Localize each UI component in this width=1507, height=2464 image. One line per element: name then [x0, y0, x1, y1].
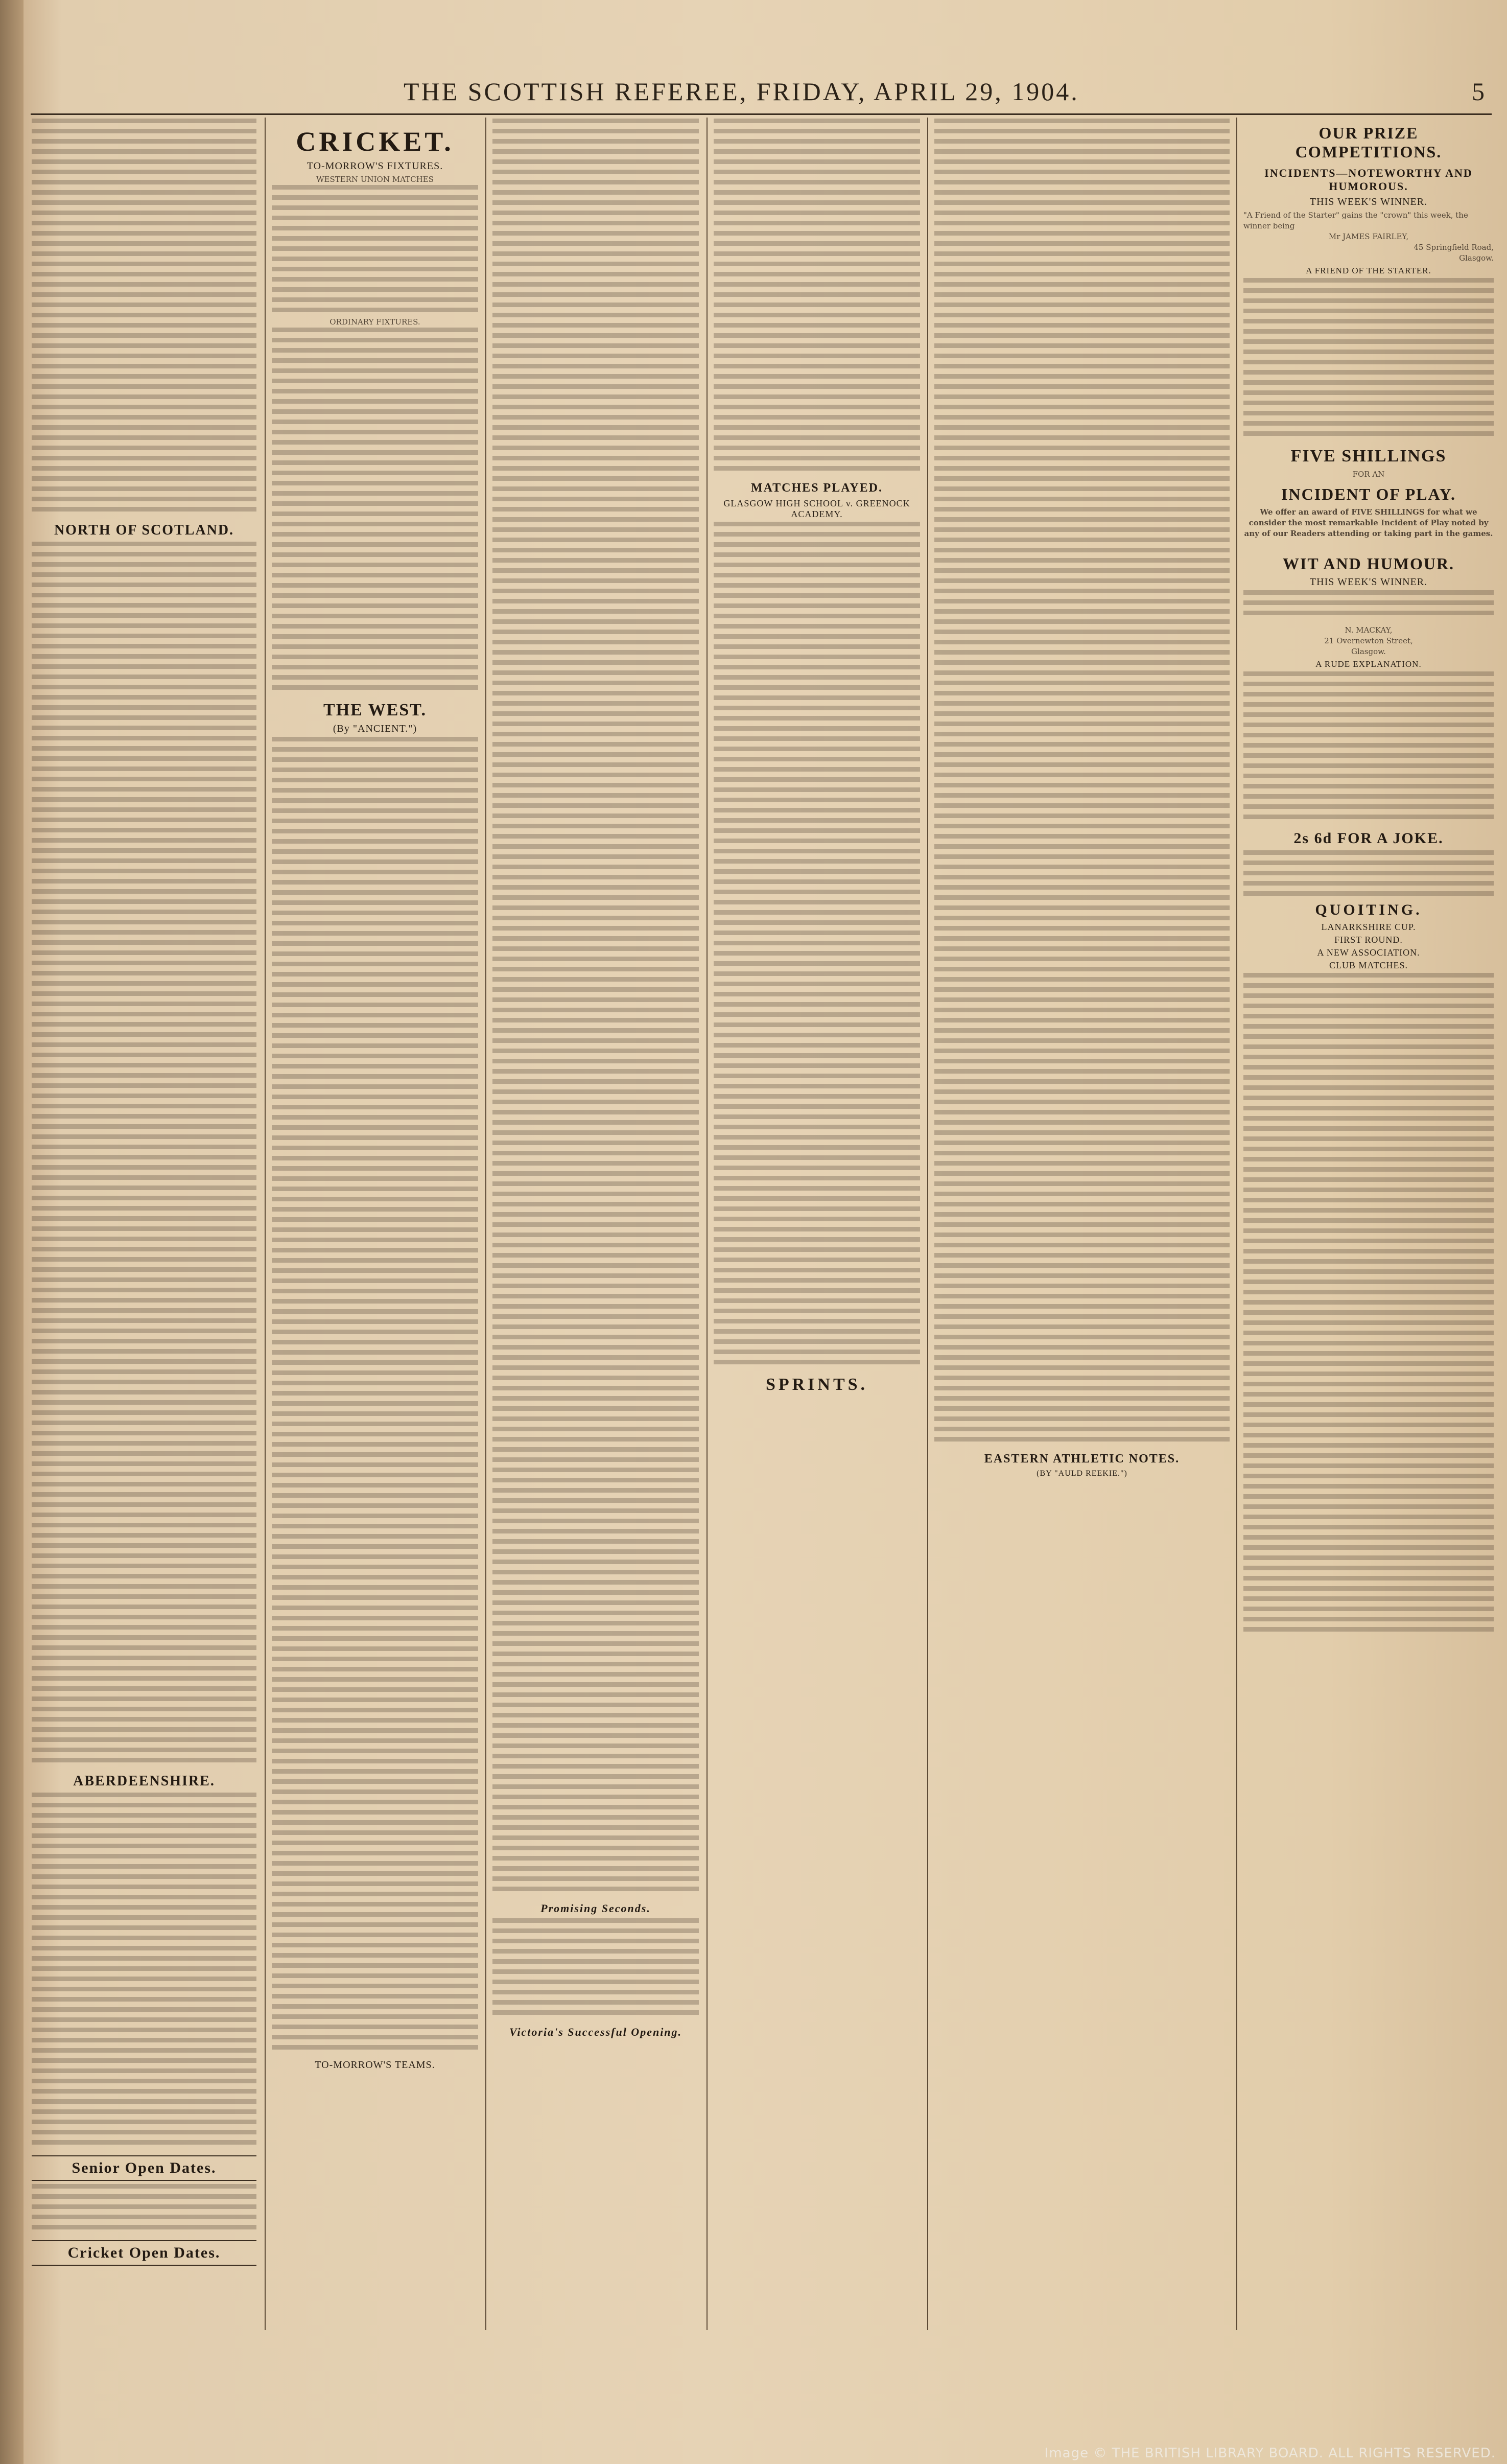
cricket-heading: CRICKET. [296, 126, 454, 157]
column-4 [714, 119, 920, 2326]
subheading: A NEW ASSOCIATION. [1317, 947, 1420, 958]
column-1 [32, 119, 256, 2326]
joke-offer-heading: 2s 6d FOR A JOKE. [1293, 830, 1444, 847]
subheading: TO-MORROW'S TEAMS. [315, 2059, 435, 2071]
team-lists [492, 119, 699, 1897]
column-2 [272, 119, 478, 2326]
copyright-credit: Image © THE BRITISH LIBRARY BOARD. ALL RIGHTS RESERVED. [1044, 2446, 1496, 2461]
weeks-winner-label: THIS WEEK'S WINNER. [1309, 196, 1428, 207]
byline: (BY "AULD REEKIE.") [1037, 1469, 1127, 1478]
winner-city: Glasgow. [1351, 647, 1386, 656]
prize-title: OUR PRIZE COMPETITIONS. [1295, 124, 1442, 161]
subheading: GLASGOW HIGH SCHOOL v. GREENOCK ACADEMY. [723, 498, 910, 519]
article-body [714, 119, 920, 476]
subheading: WESTERN UNION MATCHES [316, 175, 434, 184]
page-number: 5 [1472, 77, 1487, 106]
article-body [32, 1793, 256, 2150]
quoiting-heading: QUOITING. [1315, 901, 1422, 918]
section-heading: THE WEST. [323, 701, 427, 719]
article-body [32, 2184, 256, 2235]
article-body [272, 737, 478, 2055]
column-5 [934, 119, 1230, 2326]
incident-of-play-heading: INCIDENT OF PLAY. [1281, 485, 1456, 503]
winner-name: N. MACKAY, [1345, 625, 1393, 635]
column-rule [485, 118, 486, 2330]
subheading: TO-MORROW'S FIXTURES. [307, 160, 443, 172]
subheading: LANARKSHIRE CUP. [1321, 922, 1416, 932]
five-shillings-heading: FIVE SHILLINGS [1290, 447, 1447, 466]
section-heading: Victoria's Successful Opening. [509, 2026, 682, 2038]
for-an-label: FOR AN [1352, 470, 1385, 479]
column-rule [927, 118, 928, 2330]
article-body [32, 542, 256, 1768]
section-heading: Senior Open Dates. [32, 2155, 256, 2181]
winner-city: Glasgow. [1459, 253, 1494, 263]
fixture-list [272, 328, 478, 695]
article-body [1243, 973, 1494, 1637]
masthead-rule [31, 113, 1492, 115]
fixture-list [272, 185, 478, 313]
article-body [934, 119, 1230, 1447]
article-body [492, 1918, 699, 2020]
offer-text: We offer an award of FIVE SHILLINGS for what we consider the most remarkable Incident of Play noted by any of our Readers attending or taking part in the games. [1244, 507, 1493, 538]
subheading: FIRST ROUND. [1334, 935, 1403, 945]
winner-name: Mr JAMES FAIRLEY, [1328, 232, 1409, 241]
scorecards [714, 522, 920, 1370]
section-heading: ABERDEENSHIRE. [73, 1773, 215, 1789]
article-body [1243, 278, 1494, 441]
article-body [1243, 590, 1494, 621]
section-heading: Cricket Open Dates. [32, 2240, 256, 2266]
weeks-winner-label: THIS WEEK'S WINNER. [1309, 576, 1428, 588]
masthead [327, 77, 1487, 112]
section-heading: Promising Seconds. [540, 1902, 651, 1915]
column-rule [707, 118, 708, 2330]
incidents-title: INCIDENTS—NOTEWORTHY AND HUMOROUS. [1264, 167, 1473, 193]
subheading: ORDINARY FIXTURES. [329, 317, 420, 327]
article-body [1243, 850, 1494, 896]
article-body [1243, 671, 1494, 825]
incident-quote: "A Friend of the Starter" gains the "crown" this week, the winner being [1243, 211, 1468, 230]
winner-address: 45 Springfield Road, [1414, 243, 1494, 252]
wit-title: WIT AND HUMOUR. [1282, 554, 1455, 573]
article-body [32, 119, 256, 517]
column-rule [1236, 118, 1237, 2330]
section-heading: EASTERN ATHLETIC NOTES. [984, 1452, 1180, 1466]
incident-heading: A FRIEND OF THE STARTER. [1306, 266, 1431, 275]
section-heading: MATCHES PLAYED. [750, 481, 883, 495]
column-3 [492, 119, 699, 2326]
joke-heading: A RUDE EXPLANATION. [1315, 659, 1422, 669]
column-rule [265, 118, 266, 2330]
byline: (By "ANCIENT.") [333, 723, 417, 734]
masthead-title: THE SCOTTISH REFEREE, FRIDAY, APRIL 29, 1904. [404, 77, 1079, 106]
section-heading: SPRINTS. [765, 1375, 868, 1394]
column-6 [1243, 119, 1494, 2326]
binding-spine [0, 0, 23, 2464]
section-heading: NORTH OF SCOTLAND. [54, 522, 234, 538]
subheading: CLUB MATCHES. [1329, 960, 1408, 970]
winner-address: 21 Overnewton Street, [1324, 636, 1413, 645]
